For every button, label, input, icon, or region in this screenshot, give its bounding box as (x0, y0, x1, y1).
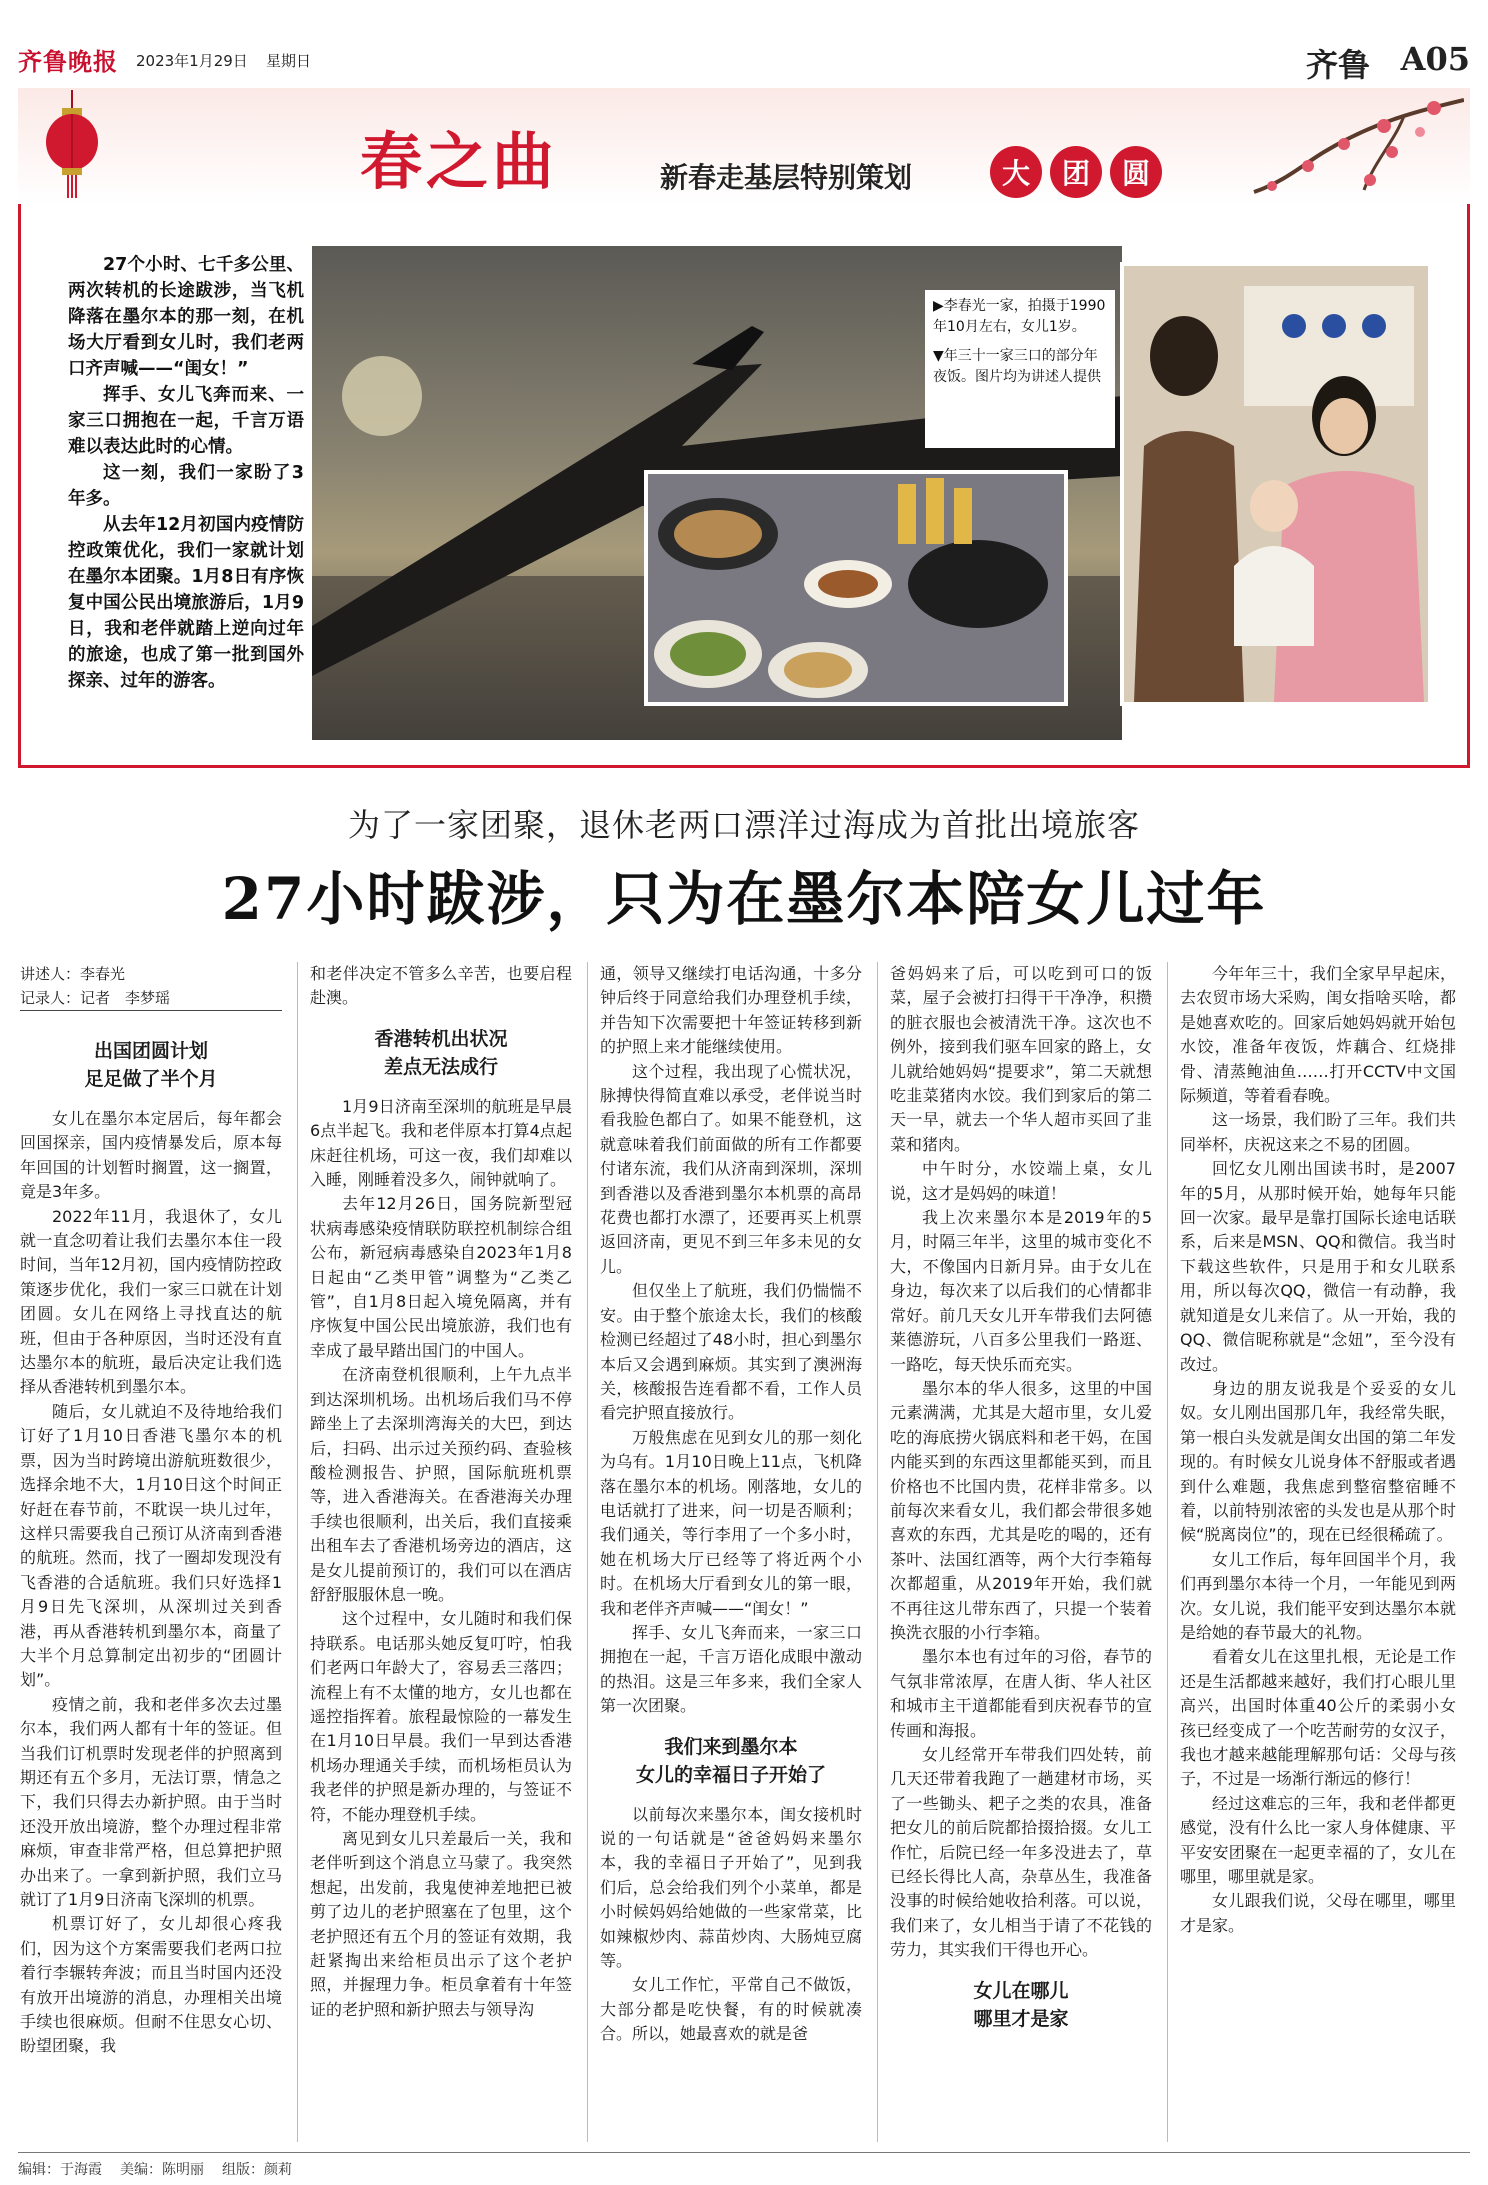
body-para: 1月9日济南至深圳的航班是早晨6点半起飞。我和老伴原本打算4点起床赶往机场，可这一夜，我们却难以入睡，刚睡着没多久，闹钟就响了。 (310, 1096, 572, 1190)
body-para: 女儿跟我们说，父母在哪里，哪里才是家。 (1180, 1891, 1456, 1935)
body-para: 万般焦虑在见到女儿的那一刻化为乌有。1月10日晚上11点，飞机降落在墨尔本的机场。刚落地，女儿的电话就打了进来，问一切是否顺利；我们通关，等行李用了一个多小时，她在机场大厅已经等了将近两个小时。在机场大厅看到女儿的第一眼，我和老伴齐声喊——“闺女！” (600, 1427, 862, 1618)
intro-text (68, 252, 304, 694)
column-divider (587, 962, 588, 2142)
body-para: 墨尔本也有过年的习俗，春节的气氛非常浓厚，在唐人街、华人社区和城市主干道都能看到庆祝春节的宣传画和海报。 (890, 1647, 1152, 1740)
body-para: 我上次来墨尔本是2019年的5月，时隔三年半，这里的城市变化不大，不像国内日新月异。由于女儿在身边，每次来了以后我们的心情都非常好。前几天女儿开车带我们去阿德莱德游玩，八百多公里我们一路逛、一路吃，每天快乐而充实。 (890, 1208, 1152, 1374)
body-para: 但仅坐上了航班，我们仍惴惴不安。由于整个旅途太长，我们的核酸检测已经超过了48小时，担心到墨尔本后又会遇到麻烦。其实到了澳洲海关，核酸报告连看都不看，工作人员看完护照直接放行。 (600, 1281, 862, 1423)
body-para: 看着女儿在这里扎根，无论是工作还是生活都越来越好，我们打心眼儿里高兴，出国时体重40公斤的柔弱小女孩已经变成了一个吃苦耐劳的女汉子，我也才越来越能理解那句话：父母与孩子，不过是一场渐行渐远的修行！ (1180, 1647, 1456, 1789)
photo-caption (925, 290, 1115, 448)
body-para: 回忆女儿刚出国读书时，是2007年的5月，从那时候开始，她每年只能回一次家。最早是靠打国际长途电话联系，后来是MSN、QQ和微信。我当时下载这些软件，只是用于和女儿联系用，所以每次QQ，微信一有动静，我就知道是女儿来信了。从一开始，我的QQ、微信昵称就是“念妞”，至今没有改过。 (1180, 1159, 1456, 1374)
column-divider (877, 962, 878, 2142)
section-subhead: 女儿在哪儿 哪里才是家 (973, 1979, 1069, 2030)
body-para: 爸妈妈来了后，可以吃到可口的饭菜，屋子会被打扫得干干净净，积攒的脏衣服也会被清洗干净。这次也不例外，接到我们驱车回家的路上，女儿就给她妈妈“提要求”，第二天就想吃韭菜猪肉水饺。我们到家后的第二天一早，就去一个华人超市买回了韭菜和猪肉。 (890, 964, 1152, 1154)
body-para: 和老伴决定不管多么辛苦，也要启程赴澳。 (310, 964, 572, 1008)
designer-credit: 美编：陈明丽 (120, 2162, 204, 2178)
editor-credit: 编辑：于海霞 (18, 2162, 102, 2178)
article-column-1 (20, 962, 282, 2142)
body-para: 身边的朋友说我是个妥妥的女儿奴。女儿刚出国那几年，我经常失眠，第一根白头发就是闺女出国的第二年发现的。有时候女儿说身体不舒服或者遇到什么难题，我焦虑到整宿整宿睡不着，以前特别浓密的头发也是从那个时候“脱离岗位”的，现在已经很稀疏了。 (1180, 1378, 1456, 1545)
recorder: 记录人：记者 李梦瑶 (20, 989, 171, 1007)
caption-line: ▶李春光一家，拍摄于1990年10月左右，女儿1岁。 (933, 298, 1106, 335)
seal-char: 大 (990, 146, 1042, 198)
body-para: 经过这难忘的三年，我和老伴都更感觉，没有什么比一家人身体健康、平平安安团聚在一起更幸福的了，女儿在哪里，哪里就是家。 (1180, 1793, 1456, 1887)
column-divider (297, 962, 298, 2142)
narrator: 讲述人：李春光 (20, 965, 126, 983)
article-column-5 (1180, 962, 1456, 2142)
body-para: 离见到女儿只差最后一关，我和老伴听到这个消息立马蒙了。我突然想起，出发前，我鬼使神差地把已被剪了边儿的老护照塞在了包里，这个老护照还有五个月的签证有效期，我赶紧掏出来给柜员出示了这个老护照，并握理力争。柜员拿着有十年签证的老护照和新护照去与领导沟 (310, 1829, 572, 2019)
body-para: 随后，女儿就迫不及待地给我们订好了1月10日香港飞墨尔本的机票，因为当时跨境出游航班数很少，选择余地不大，1月10日这个时间正好赶在春节前，不耽误一块儿过年，这样只需要我自己预订从济南到香港的航班。然而，找了一圈却发现没有飞香港的合适航班。我们只好选择1月9日先飞深圳，从深圳过关到香港，再从香港转机到墨尔本，商量了大半个月总算制定出初步的“团圆计划”。 (20, 1401, 282, 1690)
caption-line: ▼年三十一家三口的部分年夜饭。图片均为讲述人提供 (933, 348, 1101, 385)
plum-blossom-icon (1224, 92, 1464, 202)
layout-credit: 组版：颜莉 (222, 2162, 292, 2178)
masthead (18, 40, 1470, 84)
article-column-2 (310, 962, 572, 2142)
section-name: 齐鲁 (1305, 46, 1370, 84)
section-subhead: 出国团圆计划 足足做了半个月 (84, 1040, 218, 1090)
section-subhead: 我们来到墨尔本 女儿的幸福日子开始了 (635, 1735, 826, 1786)
body-para: 墨尔本的华人很多，这里的中国元素满满，尤其是大超市里，女儿爱吃的海底捞火锅底料和老干妈，在国内能买到的东西这里都能买到，而且价格也不比国内贵，花样非常多。以前每次来看女儿，我们都会带很多她喜欢的东西，尤其是吃的喝的，还有茶叶、法国红酒等，两个大行李箱每次都超重，从2019年开始，我们就不再往这儿带东西了，只提一个装着换洗衣服的小行李箱。 (890, 1378, 1152, 1642)
body-para: 疫情之前，我和老伴多次去过墨尔本，我们两人都有十年的签证。但当我们订机票时发现老伴的护照离到期还有五个多月，无法订票，情急之下，我们只得去办新护照。由于当时还没开放出境游，整个办理过程非常麻烦，审查非常严格，但总算把护照办出来了。一拿到新护照，我们立马就订了1月9日济南飞深圳的机票。 (20, 1694, 282, 1909)
body-para: 通，领导又继续打电话沟通，十多分钟后终于同意给我们办理登机手续，并告知下次需要把十年签证转移到新的护照上来才能继续使用。 (600, 964, 862, 1057)
byline (20, 962, 282, 1011)
body-para: 2022年11月，我退休了，女儿就一直念叨着让我们去墨尔本住一段时间，当年12月初，国内疫情防控政策逐步优化，我们一家三口就在计划团圆。女儿在网络上寻找直达的航班，但由于各种原因，当时还没有直达墨尔本的航班，最后决定让我们选择从香港转机到墨尔本。 (20, 1206, 282, 1397)
kicker-headline: 为了一家团聚，退休老两口漂洋过海成为首批出境旅客 (347, 806, 1140, 844)
column-divider (1167, 962, 1168, 2142)
body-para: 这个过程中，女儿随时和我们保持联系。电话那头她反复叮咛，怕我们老两口年龄大了，容易丢三落四；流程上有不太懂的地方，女儿也都在遥控指挥着。旅程最惊险的一幕发生在1月10日早晨。我们一早到达香港机场办理通关手续，而机场柜员认为我老伴的护照是新办理的，与签证不符，不能办理登机手续。 (310, 1609, 572, 1824)
body-para: 在济南登机很顺利，上午九点半到达深圳机场。出机场后我们马不停蹄坐上了去深圳湾海关的大巴，到达后，扫码、出示过关预约码、查验核酸检测报告、护照，国际航班机票等，进入香港海关。在香港海关办理手续也很顺利，出关后，我们直接乘出租车去了香港机场旁边的酒店，这是女儿提前预订的，我们可以在酒店舒舒服服休息一晚。 (310, 1365, 572, 1604)
banner-title: 春之曲 (360, 125, 559, 198)
family-photo-1990 (1120, 262, 1432, 706)
body-para: 女儿经常开车带我们四处转，前几天还带着我跑了一趟建材市场，买了一些锄头、耙子之类的农具，准备把女儿的前后院都拾掇拾掇。女儿工作忙，后院已经一年多没进去了，草已经长得比人高，杂草丛生，我准备没事的时候给她收拾利落。可以说，我们来了，女儿相当于请了不花钱的劳力，其实我们干得也开心。 (890, 1745, 1152, 1960)
article-column-4 (890, 962, 1152, 2142)
intro-para: 27个小时、七千多公里、两次转机的长途跋涉，当飞机降落在墨尔本的那一刻，在机场大厅看到女儿时，我们老两口齐声喊——“闺女！” (68, 255, 304, 379)
body-para: 机票订好了，女儿却很心疼我们，因为这个方案需要我们老两口拉着行李辗转奔波；而且当时国内还没有放开出境游的消息，办理相关出境手续也很麻烦。但耐不住思女心切、盼望团聚，我 (20, 1914, 282, 2056)
section-subhead: 香港转机出状况 差点无法成行 (374, 1027, 508, 1078)
article-column-3 (600, 962, 862, 2142)
page-number: A05 (1400, 40, 1470, 78)
lantern-icon (44, 90, 100, 200)
body-para: 这一场景，我们盼了三年。我们共同举杯，庆祝这来之不易的团圆。 (1180, 1110, 1456, 1154)
body-para: 这个过程，我出现了心慌状况，脉搏快得简直难以承受，老伴说当时看我脸色都白了。如果不能登机，这就意味着我们前面做的所有工作都要付诸东流，我们从济南到深圳，深圳到香港以及香港到墨尔本机票的高昂花费也都打水漂了，还要再买上机票返回济南，更见不到三年多未见的女儿。 (600, 1061, 862, 1276)
issue-weekday: 星期日 (266, 52, 312, 70)
body-para: 去年12月26日，国务院新型冠状病毒感染疫情联防联控机制综合组公布，新冠病毒感染自2023年1月8日起由“乙类甲管”调整为“乙类乙管”，自1月8日起入境免隔离，并有序恢复中国公民出境旅游，我们也有幸成了最早踏出国门的中国人。 (310, 1194, 572, 1360)
main-headline: 27小时跋涉，只为在墨尔本陪女儿过年 (221, 865, 1267, 933)
new-year-dinner-photo (644, 470, 1068, 706)
body-para: 女儿工作忙，平常自己不做饭，大部分都是吃快餐，有的时候就凑合。所以，她最喜欢的就是爸 (600, 1975, 862, 2044)
body-para: 女儿工作后，每年回国半个月，我们再到墨尔本待一个月，一年能见到两次。女儿说，我们能平安到达墨尔本就是给她的春节最大的礼物。 (1180, 1549, 1456, 1642)
intro-para: 从去年12月初国内疫情防控政策优化，我们一家就计划在墨尔本团聚。1月8日有序恢复中国公民出境旅游后，1月9日，我和老伴就踏上逆向过年的旅途，也成了第一批到国外探亲、过年的游客。 (68, 515, 304, 691)
body-para: 今年年三十，我们全家早早起床，去农贸市场大采购，闺女指啥买啥，都是她喜欢吃的。回家后她妈妈就开始包水饺，准备年夜饭，炸藕合、红烧排骨、清蒸鲍油鱼……打开CCTV中文国际频道，等着看春晚。 (1180, 964, 1456, 1106)
intro-para: 这一刻，我们一家盼了3年多。 (68, 463, 304, 509)
body-para: 中午时分，水饺端上桌，女儿说，这才是妈妈的味道！ (890, 1159, 1152, 1203)
seal-char: 团 (1050, 146, 1102, 198)
banner-subtitle: 新春走基层特别策划 (660, 161, 913, 194)
banner-seals (990, 146, 1162, 198)
page-footer (18, 2152, 1470, 2180)
body-para: 以前每次来墨尔本，闺女接机时说的一句话就是“爸爸妈妈来墨尔本，我的幸福日子开始了”，见到我们后，总会给我们列个小菜单，都是小时候妈妈给她做的一些家常菜，比如辣椒炒肉、蒜苗炒肉、大肠炖豆腐等。 (600, 1804, 862, 1971)
issue-date: 2023年1月29日 (136, 52, 248, 70)
body-para: 挥手、女儿飞奔而来，一家三口拥抱在一起，千言万语化成眼中激动的热泪。这是三年多来，我们全家人第一次团聚。 (600, 1622, 862, 1716)
newspaper-logo: 齐鲁晚报 (18, 47, 118, 76)
intro-para: 挥手、女儿飞奔而来、一家三口拥抱在一起，千言万语难以表达此时的心情。 (68, 385, 304, 457)
body-para: 女儿在墨尔本定居后，每年都会回国探亲，国内疫情暴发后，原本每年回国的计划暂时搁置，这一搁置，竟是3年多。 (20, 1109, 282, 1202)
seal-char: 圆 (1110, 146, 1162, 198)
